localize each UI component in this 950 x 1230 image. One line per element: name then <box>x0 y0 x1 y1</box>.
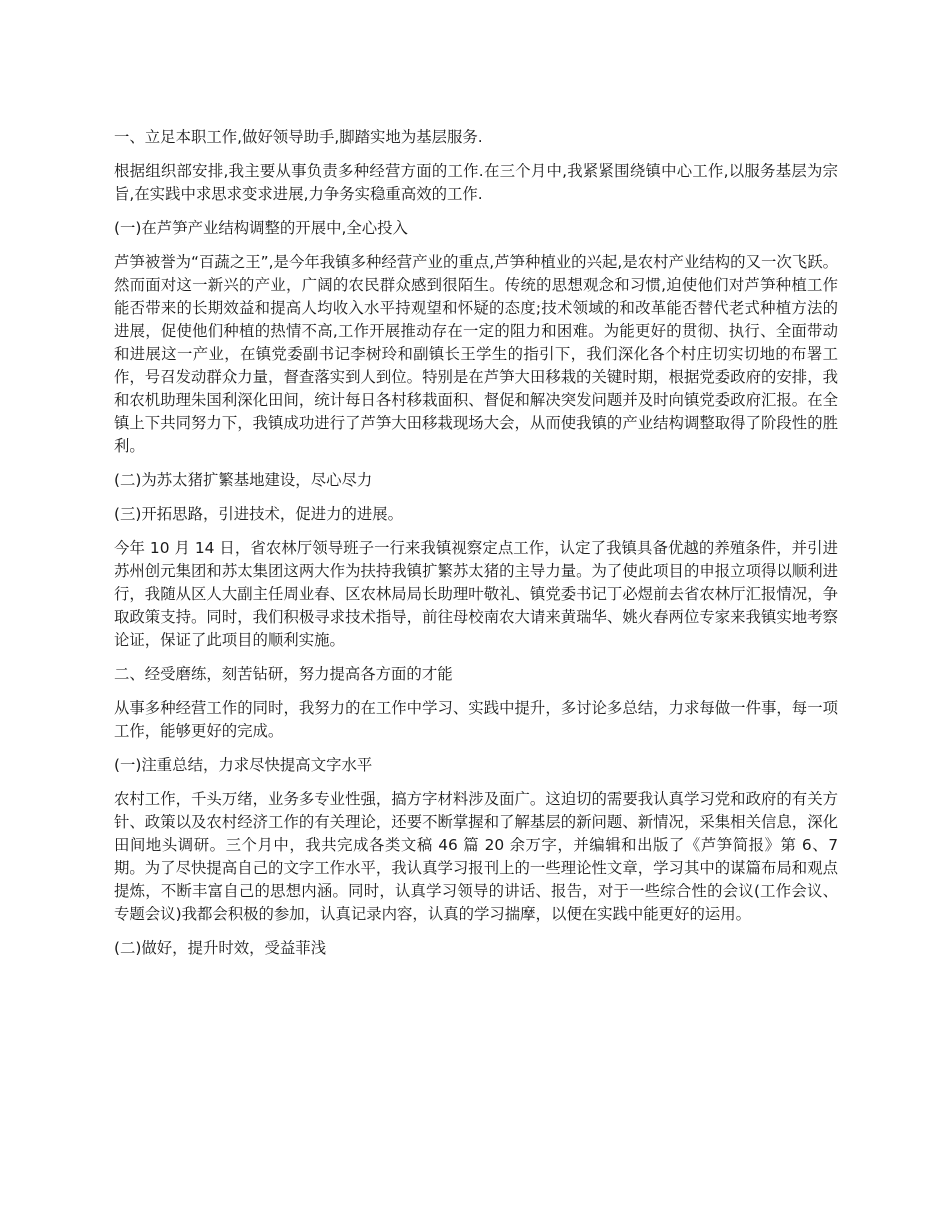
subsection-heading: (三)开拓思路，引进技术，促进力的进展。 <box>114 505 404 523</box>
subsection-heading: (二)做好，提升时效，受益菲浅 <box>114 939 327 957</box>
document-page <box>114 126 838 971</box>
body-paragraph: 农村工作，千头万绪，业务多专业性强，搞方字材料涉及面广。这迫切的需要我认真学习党和政府的有关方针、政策以及农村经济工作的有关理论，还要不断掌握和了解基层的新问题、新情况，采集相关信息，深化田间地头调研。三个月中，我共完成各类文稿 46 篇 20 余万字，并编辑和出版了《芦笋简报》第 6、7 期。为了尽快提高自己的文字工作水平，我认真学习报刊上的一些理论性文章，学习其中的谋篇布局和观点提炼，不断丰富自己的思想内涵。同时，认真学习领导的讲话、报告，对于一些综合性的会议(工作会议、专题会议)我都会积极的参加，认真记录内容，认真的学习揣摩，以便在实践中能更好的运用。 <box>114 790 838 923</box>
subsection-heading: (二)为苏太猪扩繁基地建设，尽心尽力 <box>114 471 373 489</box>
subsection-heading: (一)注重总结，力求尽快提高文字水平 <box>114 756 373 774</box>
body-paragraph: 芦笋被誉为“百蔬之王”,是今年我镇多种经营产业的重点,芦笋种植业的兴起,是农村产业结构的又一次飞跃。然而面对这一新兴的产业，广阔的农民群众感到很陌生。传统的思想观念和习惯,迫使他们对芦笋种植工作能否带来的长期效益和提高人均收入水平持观望和怀疑的态度;技术领域的和改革能否替代老式种植方法的进展，促使他们种植的热情不高,工作开展推动存在一定的阻力和困难。为能更好的贯彻、执行、全面带动和进展这一产业，在镇党委副书记李树玲和副镇长王学生的指引下，我们深化各个村庄切实切地的布署工作，号召发动群众力量，督查落实到人到位。特别是在芦笋大田移栽的关键时期，根据党委政府的安排，我和农机助理朱国利深化田间，统计每日各村移栽面积、督促和解决突发问题并及时向镇党委政府汇报。在全镇上下共同努力下，我镇成功进行了芦笋大田移栽现场大会，从而使我镇的产业结构调整取得了阶段性的胜利。 <box>114 253 838 455</box>
body-paragraph: 根据组织部安排,我主要从事负责多种经营方面的工作.在三个月中,我紧紧围绕镇中心工作,以服务基层为宗旨,在实践中求思求变求进展,力争务实稳重高效的工作. <box>114 162 838 203</box>
section-heading-2: 二、经受磨练，刻苦钻研，努力提高各方面的才能 <box>114 665 453 683</box>
section-heading-1: 一、立足本职工作,做好领导助手,脚踏实地为基层服务. <box>114 128 483 146</box>
body-paragraph: 今年 10 月 14 日，省农林厅领导班子一行来我镇视察定点工作，认定了我镇具备优越的养殖条件，并引进苏州创元集团和苏太集团这两大作为扶持我镇扩繁苏太猪的主导力量。为了使此项目的申报立项得以顺利进行，我随从区人大副主任周业春、区农林局局长助理叶敬礼、镇党委书记丁必煜前去省农林厅汇报情况，争取政策支持。同时，我们积极寻求技术指导，前往母校南农大请来黄瑞华、姚火春两位专家来我镇实地考察论证，保证了此项目的顺利实施。 <box>114 539 838 649</box>
subsection-heading: (一)在芦笋产业结构调整的开展中,全心投入 <box>114 219 408 237</box>
body-paragraph: 从事多种经营工作的同时，我努力的在工作中学习、实践中提升，多讨论多总结，力求每做一件事，每一项工作，能够更好的完成。 <box>114 699 838 740</box>
